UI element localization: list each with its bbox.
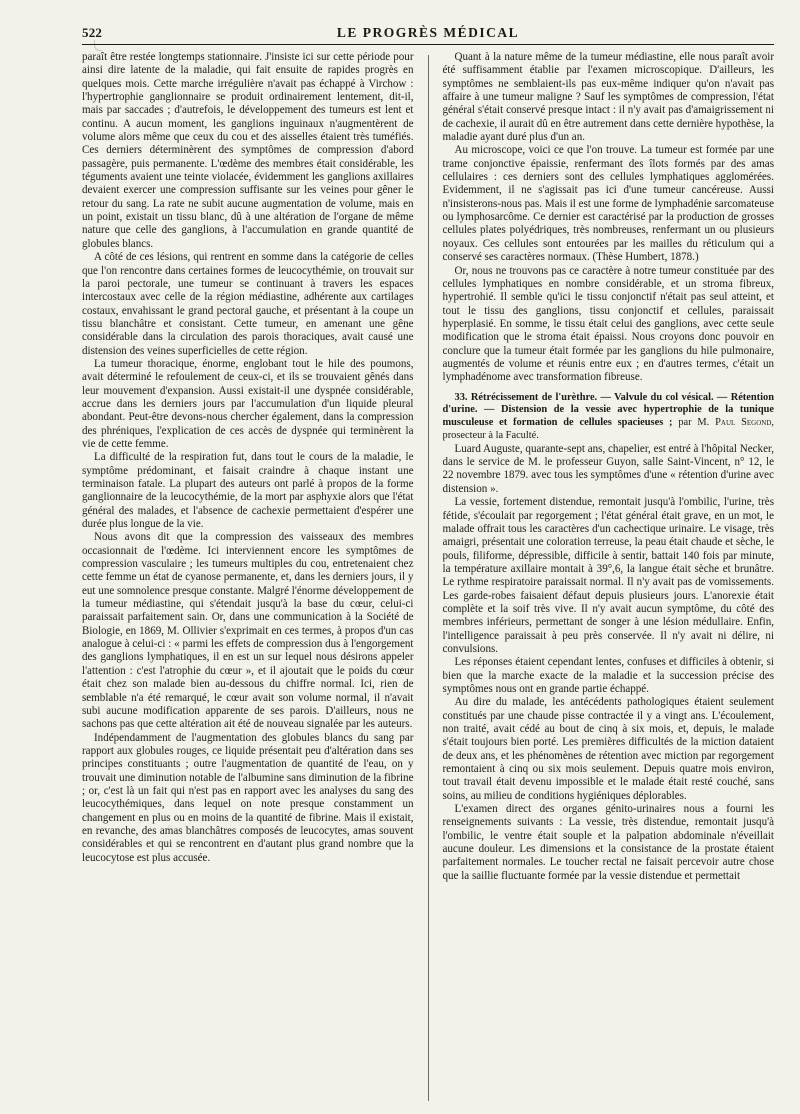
journal-title: LE PROGRÈS MÉDICAL [336, 25, 520, 40]
section-affiliation: , prosecteur à la Faculté. [442, 417, 774, 441]
right-column [443, 51, 775, 1101]
paragraph: paraît être restée longtemps stationnaire. J'insiste ici sur cette période pour ainsi dire latente de la maladie, qui fait ensuite de rapides progrès en quelques mois. Cette marche irrégulière n'avait pas échappé à Virchow : l'hypertrophie ganglionnaire se produit ordinairement lentement, dit-il, mais par saccades ; d'autrefois, le développement des tumeurs est lent et continu. A aucun moment, les ganglions inguinaux n'augmentèrent de volume alors même que ceux du cou et des aisselles étaient très tuméfiés. Ces derniers déterminèrent des symptômes de compression d'abord passagère, puis permanente. L'œdème des membres était considérable, les téguments avaient une teinte violacée, évidemment les ganglions axillaires devaient exercer une compression suffisante sur les veines pour gêner le retour du sang. La rate ne subit aucune augmentation de volume, mais en un point, existait un tissu blanc, dû à une altération de l'organe de même nature que celle des ganglions, à l'accumulation en grande quantité de globules blancs. [82, 51, 414, 250]
section-byline: par M. [678, 417, 710, 429]
paragraph: Quant à la nature même de la tumeur médiastine, elle nous paraît avoir été suffisamment établie par l'examen microscopique. D'ailleurs, les symptômes ne semblaient-ils pas eux-même indiquer qu'on n'avait pas affaire à une tumeur maligne ? Sauf les symptômes de compression, l'état général s'était conservé presque intact : il n'y avait pas d'amaigrissement ni de cachexie, il aurait dû en être autrement dans cette dernière hypothèse, la maladie ayant duré plus d'un an. [442, 51, 774, 144]
left-column [82, 51, 414, 1101]
column-divider [428, 55, 429, 1101]
section-author: Paul Segond [715, 417, 772, 429]
paragraph: La difficulté de la respiration fut, dans tout le cours de la maladie, le symptôme prédominant, et faisait craindre à chaque instant une terminaison fatale. La plupart des auteurs ont parlé à propos de la forme ganglionnaire de la leucocythémie, de la mort par asphyxie alors que l'état général des malades, et l'absence de cachexie permettaient d'espérer une durée plus longue de la vie. [82, 451, 414, 531]
section-number: 33. [454, 391, 468, 403]
paragraph: Nous avons dit que la compression des vaisseaux des membres occasionnait de l'œdème. Ici interviennent encore les symptômes de compression vasculaire ; les tumeurs multiples du cou, entretenaient chez cette femme un état de cyanose permanente, et, dans les derniers jours, il y eut une somnolence presque constante. Malgré l'énorme développement de la tumeur médiastine, qui s'étendait jusqu'à la base du cœur, celui-ci paraissait parfaitement sain. Or, dans une communication à la Société de Biologie, en 1869, M. Ollivier s'exprimait en ces termes, à propos d'un cas analogue à celui-ci : « parmi les effets de compression dus à l'engorgement des ganglions lymphatiques, il en est un sur lequel nous désirons appeler l'attention : c'est l'atrophie du cœur », et il ajoutait que le poids du cœur était chez son malade bien au-dessous du chiffre normal. Ici, rien de semblable n'a été remarqué, le cœur avait son volume normal, il n'avait subi aucune modification apparente de ses parois. D'ailleurs, nous ne sachons pas que cette altération ait été de nouveau signalée par les auteurs. [82, 531, 414, 731]
paragraph: A côté de ces lésions, qui rentrent en somme dans la catégorie de celles que l'on rencontre dans certaines formes de leucocythémie, on trouvait sur la paroi pectorale, une tumeur se continuant à travers les espaces intercostaux avec celle de la région médiastine, adhérente aux cartilages costaux, envahissant le grand pectoral gauche, et présentant à la coupe un tissu blanchâtre et consistant. Cette tumeur, en amenant une gêne considérable dans la circulation des parois thoraciques, avait causé une distension des veines superficielles de cette région. [82, 251, 414, 357]
paragraph: Les réponses étaient cependant lentes, confuses et difficiles à obtenir, si bien que la marche exacte de la maladie et la succession précise des symptômes nous ont en grande partie échappé. [442, 656, 774, 695]
paragraph: Luard Auguste, quarante-sept ans, chapelier, est entré à l'hôpital Necker, dans le service de M. le professeur Guyon, salle Saint-Vincent, n° 12, le 22 novembre 1879. avec tous les symptômes d'une « rétention d'urine avec distension ». [442, 442, 774, 495]
page-header [82, 22, 774, 45]
section-title: Rétrécissement de l'urèthre. — Valvule du col vésical. — Rétention d'urine. — Distension de la vessie avec hypertrophie de la tunique musculeuse et formation de cellules spacieuses ; [442, 391, 774, 429]
paragraph: La vessie, fortement distendue, remontait jusqu'à l'ombilic, l'urine, très fétide, s'écoulait par regorgement ; l'état général était grave, en un mot, le malade offrait tous les caractères d'un cachectique urinaire. Le visage, très amaigri, présentait une coloration terreuse, la peau était chaude et sèche, le pouls, filiforme, dépressible, difficile à sentir, battait 140 fois par minute, la température axillaire montait à 39°,6, la langue était sèche et brunâtre. Le rythme respiratoire paraissait normal. Il n'y avait pas de vomissements. Les garde-robes faisaient défaut depuis plusieurs jours. L'anorexie était complète et la soif très vive. Il n'y avait aucun symptôme, du côté des membres inférieurs, permettant de songer à une lésion médullaire. Enfin, l'intelligence paraissait à peu près conservée. Il n'y avait ni délire, ni convulsions. [442, 496, 774, 655]
paragraph: Or, nous ne trouvons pas ce caractère à notre tumeur constituée par des cellules lymphatiques en nombre considérable, et un stroma fibreux, hypertrohié. Il semble qu'ici le tissu conjonctif n'était pas seul atteint, et tout le tissu des ganglions, tissu conjonctif et cellules, paraissait hyperplasié. En somme, le tissu était celui des ganglions, avec cette seule modification que le stroma était épaissi. Nous croyons donc pouvoir en conclure que la tumeur était formée par les ganglions du hile pulmonaire, augmentés de volume et réunis entre eux ; en d'autres termes, c'était un lymphadénome avec transformation fibreuse. [442, 264, 774, 384]
paragraph: L'examen direct des organes génito-urinaires nous a fourni les renseignements suivants : La vessie, très distendue, remontait jusqu'à l'ombilic, le ventre était souple et la palpation abdominale n'éveillait aucune douleur. Les dimensions et la consistance de la prostate étaient parfaitement normales. Le toucher rectal ne faisait percevoir autre chose que la saillie fluctuante formée par la vessie distendue et permettait [442, 803, 774, 882]
paragraph: Au microscope, voici ce que l'on trouve. La tumeur est formée par une trame conjonctive épaissie, renfermant des îlots formés par des amas cellulaires : ces derniers sont des cellules lymphatiques agglomérées. Evidemment, il ne s'agissait pas ici d'une tumeur cancéreuse. Aussi n'insisterons-nous pas. Mais il est une forme de lymphadénie sarcomateuse ou lymphosarcôme. Ce dernier est caractérisé par la production de grosses cellules plates polyédriques, très nombreuses, renfermant un ou plusieurs noyaux. Ces cellules sont entourées par les mailles du réticulum qui a conservé ses caractères normaux. (Thèse Humbert, 1878.) [442, 144, 774, 264]
page-number: 522 [82, 25, 103, 40]
text-columns [82, 51, 774, 1101]
paragraph: Indépendamment de l'augmentation des globules blancs du sang par rapport aux globules rouges, ce liquide présentait peu d'altération dans ses principes constituants ; outre l'augmentation de quantité de l'eau, on y trouvait une diminution notable de l'albumine sans diminution de la fibrine ; or, c'est là un fait qui n'est pas en rapport avec les analyses du sang des leucocythémiques, dans lequel on note presque constamment un changement en plus ou en moins de la quantité de fibrine. Mais il existait, en revanche, des amas blanchâtres composés de leucocytes, amas souvent considérables et qui se rencontrent en d'autant plus grand nombre que la leucocytose est plus accusée. [82, 731, 414, 864]
paragraph: La tumeur thoracique, énorme, englobant tout le hile des poumons, avait déterminé le refoulement de ceux-ci, et ils se trouvaient gênés dans leur mouvement d'expansion. Aussi existait-il une dyspnée considérable, accrue dans les derniers jours par l'accumulation d'un liquide pleural abondant. Peut-être devons-nous chercher également, dans la compression des phréniques, l'explication de ces accès de dyspnée qui terminèrent la vie de cette femme. [82, 357, 414, 450]
paragraph: Au dire du malade, les antécédents pathologiques étaient seulement constitués par une chaude pisse contractée il y a vingt ans. L'écoulement, non traité, avait cédé au bout de cinq à six mois, et, depuis, le malade s'était toujours bien porté. Les premières difficultés de la miction dataient de deux ans, et les phénomènes de rétention avec miction par regorgement remontaient à cinq ou six mois seulement. Depuis quatre mois environ, tout travail était devenu impossible et le malade était resté couché, sans soins, au milieu de conditions hygiéniques déplorables. [442, 696, 774, 802]
section-heading [443, 392, 775, 443]
